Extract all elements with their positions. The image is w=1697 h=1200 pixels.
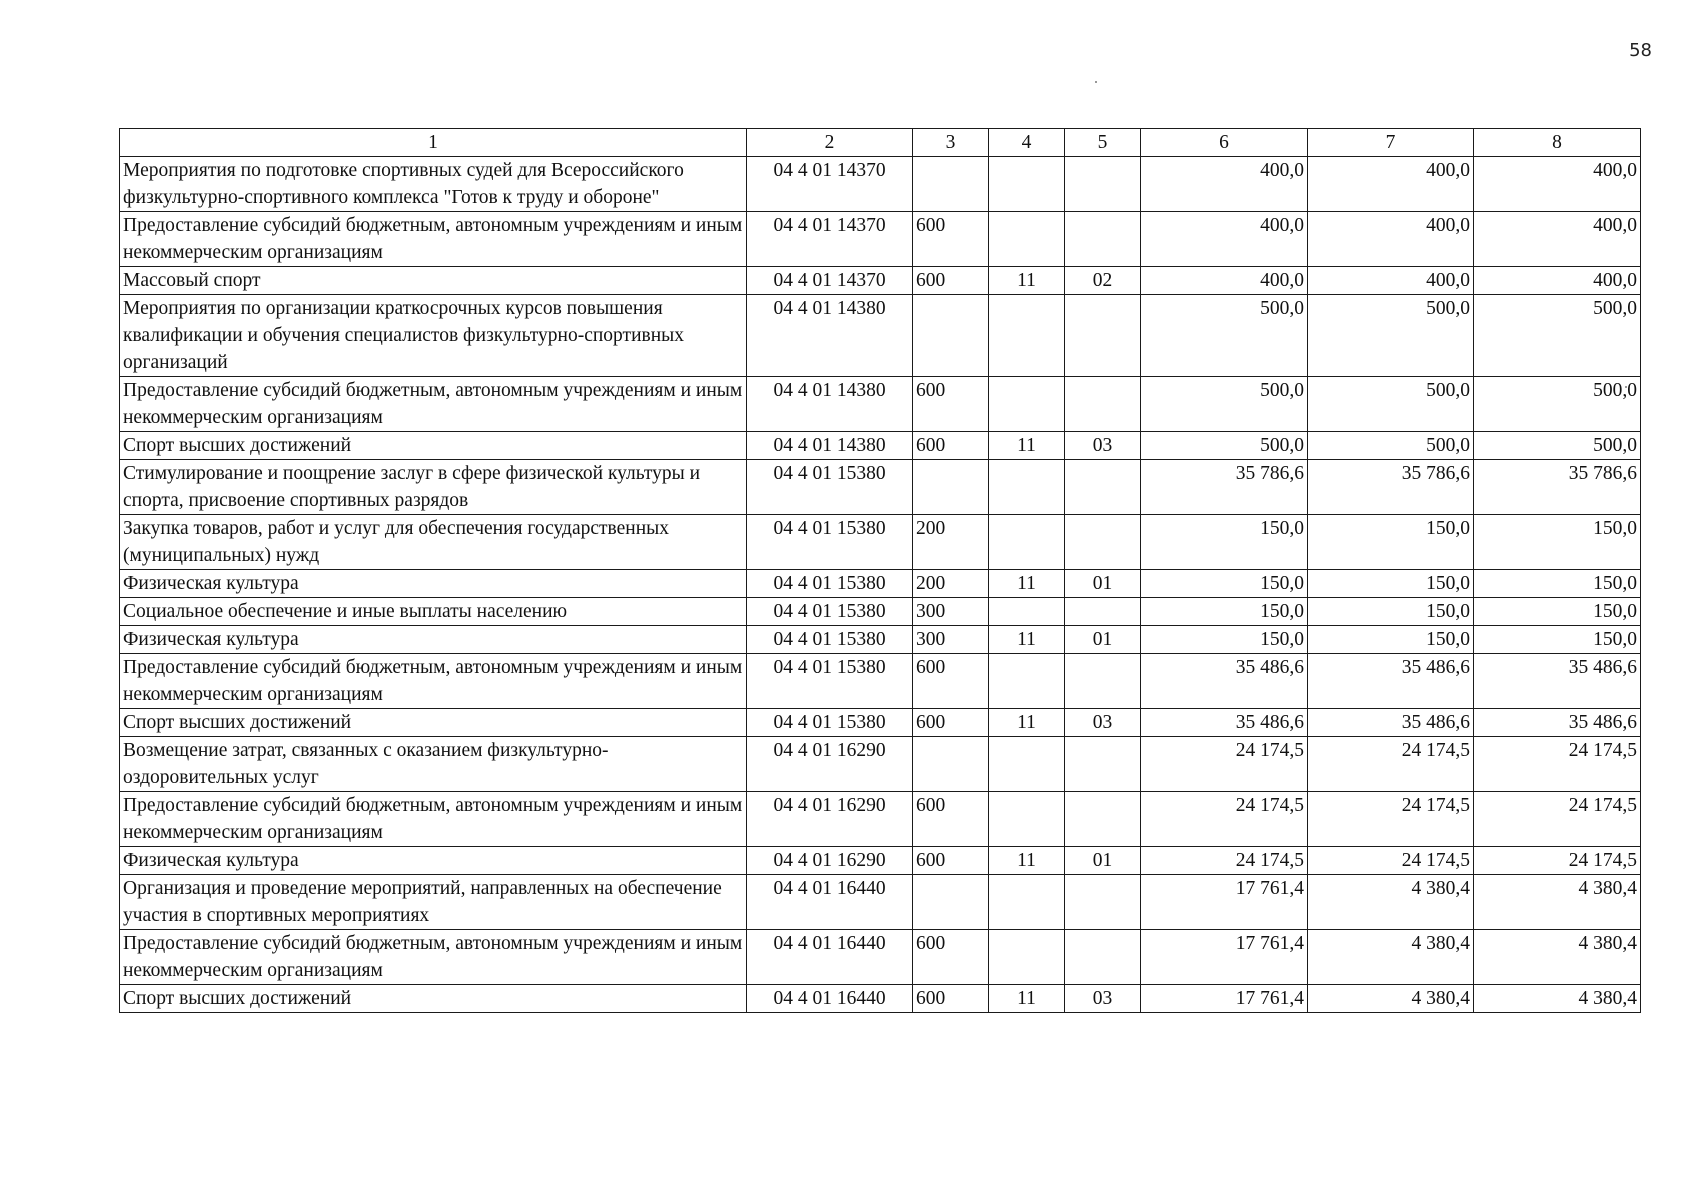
table-row xyxy=(120,737,1641,792)
row-amount-col6-cell: 400,0 xyxy=(1141,212,1308,267)
column-header: 6 xyxy=(1141,129,1308,157)
column-header: 5 xyxy=(1065,129,1141,157)
row-subsection-cell xyxy=(1065,377,1141,432)
row-expense-type-cell: 300 xyxy=(913,598,989,626)
row-code-cell: 04 4 01 15380 xyxy=(747,460,913,515)
row-subsection-cell: 01 xyxy=(1065,570,1141,598)
row-subsection-cell xyxy=(1065,515,1141,570)
row-amount-col8-cell: 35 486,6 xyxy=(1474,709,1641,737)
row-subsection-cell: 02 xyxy=(1065,267,1141,295)
row-section-cell: 11 xyxy=(989,267,1065,295)
row-name-cell: Предоставление субсидий бюджетным, автономным учреждениям и иным некоммерческим организациям xyxy=(120,792,747,847)
row-amount-col7-cell: 24 174,5 xyxy=(1308,847,1474,875)
row-amount-col7-cell: 500,0 xyxy=(1308,295,1474,377)
row-expense-type-cell: 600 xyxy=(913,432,989,460)
row-expense-type-cell: 600 xyxy=(913,267,989,295)
row-name-cell: Спорт высших достижений xyxy=(120,985,747,1013)
row-amount-col7-cell: 4 380,4 xyxy=(1308,930,1474,985)
row-name-cell: Предоставление субсидий бюджетным, автономным учреждениям и иным некоммерческим организациям xyxy=(120,654,747,709)
row-amount-col6-cell: 24 174,5 xyxy=(1141,737,1308,792)
budget-table xyxy=(119,128,1641,1013)
row-amount-col8-cell: 150,0 xyxy=(1474,515,1641,570)
row-name-cell: Мероприятия по организации краткосрочных курсов повышения квалификации и обучения специалистов физкультурно-спортивных организаций xyxy=(120,295,747,377)
table-row xyxy=(120,598,1641,626)
table-row xyxy=(120,792,1641,847)
row-amount-col8-cell: 24 174,5 xyxy=(1474,847,1641,875)
row-amount-col7-cell: 500,0 xyxy=(1308,377,1474,432)
row-subsection-cell: 03 xyxy=(1065,985,1141,1013)
row-amount-col7-cell: 35 486,6 xyxy=(1308,709,1474,737)
row-name-cell: Физическая культура xyxy=(120,847,747,875)
row-amount-col6-cell: 17 761,4 xyxy=(1141,875,1308,930)
table-row xyxy=(120,875,1641,930)
row-section-cell xyxy=(989,460,1065,515)
row-amount-col8-cell: 35 786,6 xyxy=(1474,460,1641,515)
row-amount-col8-cell: 400,0 xyxy=(1474,157,1641,212)
row-code-cell: 04 4 01 15380 xyxy=(747,598,913,626)
row-code-cell: 04 4 01 15380 xyxy=(747,626,913,654)
row-name-cell: Массовый спорт xyxy=(120,267,747,295)
row-code-cell: 04 4 01 16440 xyxy=(747,875,913,930)
table-row xyxy=(120,267,1641,295)
row-amount-col7-cell: 4 380,4 xyxy=(1308,985,1474,1013)
row-name-cell: Физическая культура xyxy=(120,570,747,598)
table-row xyxy=(120,212,1641,267)
row-amount-col6-cell: 17 761,4 xyxy=(1141,985,1308,1013)
row-amount-col8-cell: 150,0 xyxy=(1474,570,1641,598)
table-row xyxy=(120,515,1641,570)
row-section-cell xyxy=(989,212,1065,267)
row-amount-col8-cell: 35 486,6 xyxy=(1474,654,1641,709)
row-amount-col6-cell: 24 174,5 xyxy=(1141,792,1308,847)
row-amount-col6-cell: 35 486,6 xyxy=(1141,654,1308,709)
row-expense-type-cell: 600 xyxy=(913,985,989,1013)
row-section-cell xyxy=(989,930,1065,985)
row-amount-col8-cell: 500,0 xyxy=(1474,377,1641,432)
row-code-cell: 04 4 01 14370 xyxy=(747,157,913,212)
row-amount-col7-cell: 24 174,5 xyxy=(1308,792,1474,847)
row-code-cell: 04 4 01 16440 xyxy=(747,985,913,1013)
row-name-cell: Возмещение затрат, связанных с оказанием физкультурно-оздоровительных услуг xyxy=(120,737,747,792)
row-code-cell: 04 4 01 15380 xyxy=(747,654,913,709)
row-amount-col6-cell: 150,0 xyxy=(1141,570,1308,598)
row-subsection-cell: 03 xyxy=(1065,432,1141,460)
row-expense-type-cell xyxy=(913,295,989,377)
row-amount-col7-cell: 150,0 xyxy=(1308,598,1474,626)
row-amount-col6-cell: 400,0 xyxy=(1141,267,1308,295)
row-expense-type-cell xyxy=(913,157,989,212)
row-section-cell: 11 xyxy=(989,985,1065,1013)
row-code-cell: 04 4 01 14380 xyxy=(747,432,913,460)
row-section-cell xyxy=(989,515,1065,570)
row-subsection-cell xyxy=(1065,792,1141,847)
column-header: 4 xyxy=(989,129,1065,157)
row-subsection-cell xyxy=(1065,212,1141,267)
row-subsection-cell xyxy=(1065,295,1141,377)
row-expense-type-cell: 600 xyxy=(913,792,989,847)
row-expense-type-cell xyxy=(913,460,989,515)
row-expense-type-cell: 600 xyxy=(913,212,989,267)
row-subsection-cell xyxy=(1065,157,1141,212)
row-expense-type-cell: 200 xyxy=(913,570,989,598)
row-name-cell: Спорт высших достижений xyxy=(120,709,747,737)
row-code-cell: 04 4 01 14370 xyxy=(747,267,913,295)
table-row xyxy=(120,626,1641,654)
row-section-cell: 11 xyxy=(989,847,1065,875)
row-amount-col6-cell: 500,0 xyxy=(1141,377,1308,432)
row-amount-col7-cell: 35 486,6 xyxy=(1308,654,1474,709)
row-amount-col8-cell: 24 174,5 xyxy=(1474,792,1641,847)
column-header: 2 xyxy=(747,129,913,157)
row-amount-col6-cell: 150,0 xyxy=(1141,626,1308,654)
table-row xyxy=(120,709,1641,737)
row-subsection-cell xyxy=(1065,460,1141,515)
row-amount-col7-cell: 500,0 xyxy=(1308,432,1474,460)
row-amount-col8-cell: 400,0 xyxy=(1474,212,1641,267)
row-subsection-cell xyxy=(1065,654,1141,709)
row-expense-type-cell: 300 xyxy=(913,626,989,654)
column-header: 8 xyxy=(1474,129,1641,157)
row-amount-col6-cell: 400,0 xyxy=(1141,157,1308,212)
row-subsection-cell: 01 xyxy=(1065,847,1141,875)
row-name-cell: Физическая культура xyxy=(120,626,747,654)
row-amount-col8-cell: 4 380,4 xyxy=(1474,930,1641,985)
table-row xyxy=(120,377,1641,432)
row-subsection-cell xyxy=(1065,875,1141,930)
table-row xyxy=(120,570,1641,598)
row-subsection-cell xyxy=(1065,930,1141,985)
row-expense-type-cell xyxy=(913,737,989,792)
row-section-cell xyxy=(989,598,1065,626)
row-amount-col7-cell: 400,0 xyxy=(1308,212,1474,267)
table-row xyxy=(120,847,1641,875)
table-body xyxy=(120,157,1641,1013)
row-expense-type-cell: 200 xyxy=(913,515,989,570)
column-header: 3 xyxy=(913,129,989,157)
row-name-cell: Предоставление субсидий бюджетным, автономным учреждениям и иным некоммерческим организациям xyxy=(120,377,747,432)
row-amount-col7-cell: 4 380,4 xyxy=(1308,875,1474,930)
row-amount-col7-cell: 150,0 xyxy=(1308,626,1474,654)
row-amount-col6-cell: 500,0 xyxy=(1141,295,1308,377)
row-name-cell: Социальное обеспечение и иные выплаты населению xyxy=(120,598,747,626)
row-code-cell: 04 4 01 16290 xyxy=(747,847,913,875)
row-section-cell xyxy=(989,792,1065,847)
row-section-cell: 11 xyxy=(989,570,1065,598)
row-amount-col7-cell: 24 174,5 xyxy=(1308,737,1474,792)
table-row xyxy=(120,295,1641,377)
row-name-cell: Мероприятия по подготовке спортивных судей для Всероссийского физкультурно-спортивного комплекса "Готов к труду и обороне" xyxy=(120,157,747,212)
row-amount-col6-cell: 17 761,4 xyxy=(1141,930,1308,985)
row-amount-col8-cell: 24 174,5 xyxy=(1474,737,1641,792)
row-amount-col6-cell: 150,0 xyxy=(1141,598,1308,626)
table-row xyxy=(120,460,1641,515)
row-expense-type-cell: 600 xyxy=(913,709,989,737)
row-code-cell: 04 4 01 15380 xyxy=(747,709,913,737)
header-row xyxy=(120,129,1641,157)
row-amount-col8-cell: 500,0 xyxy=(1474,295,1641,377)
row-section-cell: 11 xyxy=(989,709,1065,737)
row-section-cell xyxy=(989,157,1065,212)
row-section-cell: 11 xyxy=(989,626,1065,654)
row-name-cell: Стимулирование и поощрение заслуг в сфере физической культуры и спорта, присвоение спортивных разрядов xyxy=(120,460,747,515)
row-section-cell xyxy=(989,295,1065,377)
row-amount-col6-cell: 35 486,6 xyxy=(1141,709,1308,737)
row-name-cell: Предоставление субсидий бюджетным, автономным учреждениям и иным некоммерческим организациям xyxy=(120,930,747,985)
row-amount-col8-cell: 4 380,4 xyxy=(1474,875,1641,930)
row-name-cell: Организация и проведение мероприятий, направленных на обеспечение участия в спортивных мероприятиях xyxy=(120,875,747,930)
row-amount-col8-cell: 4 380,4 xyxy=(1474,985,1641,1013)
row-amount-col6-cell: 35 786,6 xyxy=(1141,460,1308,515)
row-code-cell: 04 4 01 16290 xyxy=(747,737,913,792)
row-amount-col8-cell: 400,0 xyxy=(1474,267,1641,295)
table-row xyxy=(120,654,1641,709)
row-expense-type-cell: 600 xyxy=(913,847,989,875)
row-amount-col6-cell: 500,0 xyxy=(1141,432,1308,460)
row-amount-col8-cell: 500,0 xyxy=(1474,432,1641,460)
row-code-cell: 04 4 01 15380 xyxy=(747,570,913,598)
column-header: 1 xyxy=(120,129,747,157)
row-code-cell: 04 4 01 14370 xyxy=(747,212,913,267)
row-code-cell: 04 4 01 14380 xyxy=(747,377,913,432)
row-expense-type-cell: 600 xyxy=(913,654,989,709)
row-code-cell: 04 4 01 16290 xyxy=(747,792,913,847)
row-amount-col8-cell: 150,0 xyxy=(1474,626,1641,654)
row-subsection-cell: 01 xyxy=(1065,626,1141,654)
table-row xyxy=(120,157,1641,212)
row-section-cell xyxy=(989,377,1065,432)
row-amount-col7-cell: 35 786,6 xyxy=(1308,460,1474,515)
row-section-cell xyxy=(989,737,1065,792)
row-expense-type-cell: 600 xyxy=(913,377,989,432)
row-amount-col7-cell: 150,0 xyxy=(1308,570,1474,598)
row-amount-col7-cell: 400,0 xyxy=(1308,157,1474,212)
row-subsection-cell xyxy=(1065,737,1141,792)
row-amount-col8-cell: 150,0 xyxy=(1474,598,1641,626)
row-code-cell: 04 4 01 14380 xyxy=(747,295,913,377)
row-name-cell: Закупка товаров, работ и услуг для обеспечения государственных (муниципальных) нужд xyxy=(120,515,747,570)
row-name-cell: Предоставление субсидий бюджетным, автономным учреждениям и иным некоммерческим организациям xyxy=(120,212,747,267)
row-amount-col7-cell: 400,0 xyxy=(1308,267,1474,295)
row-expense-type-cell xyxy=(913,875,989,930)
table-row xyxy=(120,432,1641,460)
row-name-cell: Спорт высших достижений xyxy=(120,432,747,460)
row-amount-col6-cell: 24 174,5 xyxy=(1141,847,1308,875)
row-amount-col7-cell: 150,0 xyxy=(1308,515,1474,570)
page-number: 58 xyxy=(1629,40,1652,61)
row-code-cell: 04 4 01 15380 xyxy=(747,515,913,570)
row-section-cell xyxy=(989,875,1065,930)
row-subsection-cell: 03 xyxy=(1065,709,1141,737)
row-amount-col6-cell: 150,0 xyxy=(1141,515,1308,570)
row-section-cell: 11 xyxy=(989,432,1065,460)
table-row xyxy=(120,930,1641,985)
scan-speck xyxy=(1095,81,1097,83)
column-header: 7 xyxy=(1308,129,1474,157)
row-section-cell xyxy=(989,654,1065,709)
table-row xyxy=(120,985,1641,1013)
row-subsection-cell xyxy=(1065,598,1141,626)
row-code-cell: 04 4 01 16440 xyxy=(747,930,913,985)
row-expense-type-cell: 600 xyxy=(913,930,989,985)
